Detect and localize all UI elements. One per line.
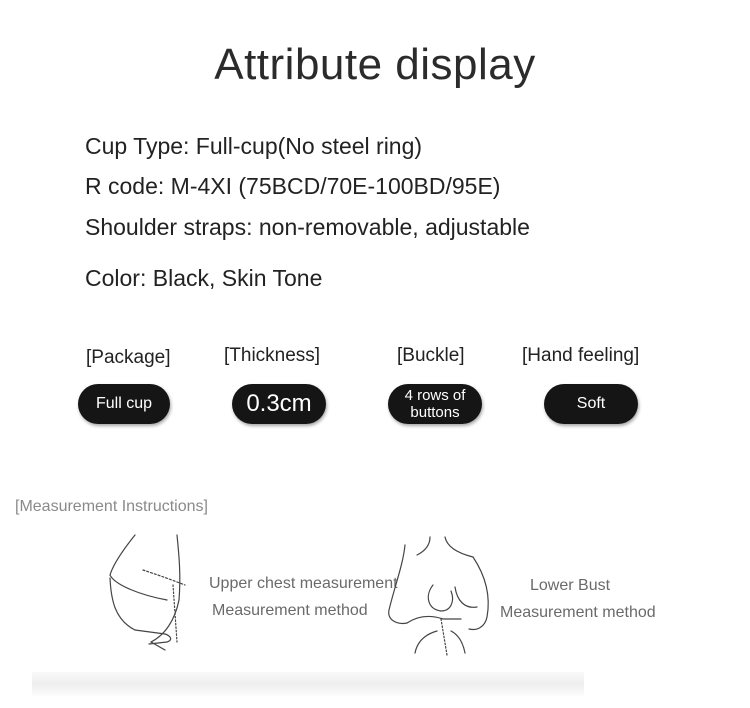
thickness-label: [Thickness] xyxy=(224,345,321,366)
decorative-divider xyxy=(32,672,584,696)
lower-bust-caption: Lower Bust xyxy=(530,577,611,594)
lower-bust-method-caption: Measurement method xyxy=(500,604,656,621)
buckle-label: [Buckle] xyxy=(397,345,465,366)
measurement-title: [Measurement Instructions] xyxy=(15,498,208,515)
attr-r-code: R code: M-4XI (75BCD/70E-100BD/95E) xyxy=(85,173,501,199)
package-value-badge xyxy=(78,384,170,424)
hand-feeling-value-badge xyxy=(544,384,638,424)
thickness-value-badge xyxy=(232,384,326,424)
attr-cup-type: Cup Type: Full-cup(No steel ring) xyxy=(85,133,423,159)
lower-bust-sketch-icon xyxy=(385,535,500,660)
attr-shoulder-straps: Shoulder straps: non-removable, adjustable xyxy=(85,214,530,240)
attr-color: Color: Black, Skin Tone xyxy=(85,265,323,291)
package-label: [Package] xyxy=(86,347,171,368)
upper-chest-method-caption: Measurement method xyxy=(212,602,368,619)
page-title: Attribute display xyxy=(214,40,536,89)
upper-chest-caption: Upper chest measurement xyxy=(209,575,398,592)
buckle-value-badge xyxy=(388,384,482,424)
thickness-value: 0.3cm xyxy=(246,390,312,417)
hand-feeling-value: Soft xyxy=(576,395,606,412)
package-value: Full cup xyxy=(95,395,153,412)
upper-chest-sketch-icon xyxy=(105,530,205,655)
hand-feeling-label: [Hand feeling] xyxy=(522,345,640,366)
buckle-value: 4 rows of buttons xyxy=(404,387,466,421)
